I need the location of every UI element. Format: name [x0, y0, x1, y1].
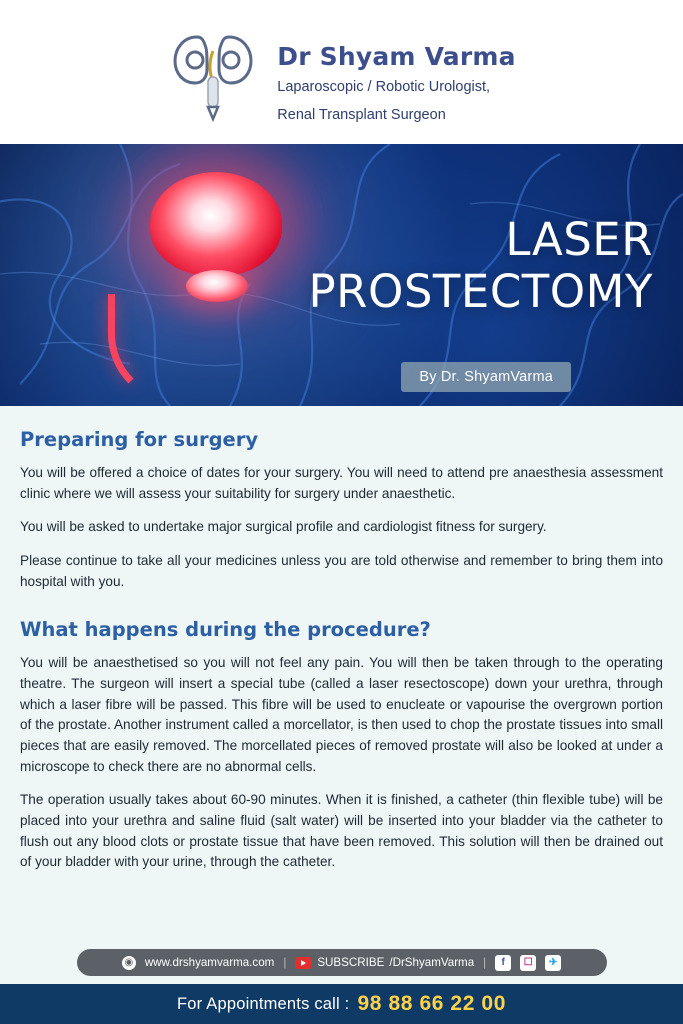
- hero-title: [309, 214, 653, 318]
- paragraph: The operation usually takes about 60-90 minutes. When it is finished, a catheter (thin flexible tube) will be placed into your urethra and saline fluid (salt water) will be inserted into your bladder via the catheter to flush out any blood clots or prostate tissue that have been removed. This solution will then be drained out of your bladder with your urine, through the catheter.: [20, 792, 663, 870]
- website-link[interactable]: www.drshyamvarma.com: [144, 956, 275, 969]
- facebook-icon[interactable]: f: [495, 955, 511, 971]
- appointment-phone-number[interactable]: 98 88 66 22 00: [357, 992, 506, 1015]
- credentials-line-2: Renal Transplant Surgeon: [277, 106, 446, 123]
- section-heading-preparing: Preparing for surgery: [20, 428, 259, 451]
- footer-divider: |: [483, 956, 487, 969]
- instagram-icon[interactable]: ☐: [520, 955, 536, 971]
- article-content: [0, 406, 683, 933]
- hero-title-line-2: PROSTECTOMY: [308, 264, 653, 318]
- credentials-line-1: Laparoscopic / Robotic Urologist,: [277, 79, 491, 96]
- youtube-channel-name: /DrShyamVarma: [389, 956, 475, 969]
- brand-block: [277, 32, 515, 125]
- doctor-name: Dr Shyam Varma: [277, 42, 516, 72]
- subscribe-label: SUBSCRIBE: [317, 956, 385, 969]
- prostate-illustration: [186, 270, 248, 302]
- appointments-bar: [0, 984, 683, 1024]
- paragraph: You will be anaesthetised so you will not feel any pain. You will then be taken through to the operating theatre. The surgeon will insert a special tube (called a laser resectoscope) down your urethra, through which a laser fibre will be passed. This fibre will be used to enucleate or vapourise the overgrown portion of the prostate. Another instrument called a morcellator, is then used to chop the prostate tissues into small pieces that are easily removed. The morcellated pieces of removed prostate will also be looked at under a microscope to check there are no abnormal cells.: [20, 655, 663, 774]
- appointment-label: For Appointments call :: [177, 994, 350, 1013]
- hero-title-line-1: LASER: [505, 213, 653, 266]
- kidneys-logo-icon: [167, 27, 259, 131]
- paragraph: Please continue to take all your medicines unless you are told otherwise and remember to bring them into hospital with you.: [20, 552, 663, 589]
- hero-banner: [0, 144, 683, 406]
- hero-byline: By Dr. ShyamVarma: [401, 362, 571, 392]
- footer-links-bar: [77, 949, 607, 976]
- twitter-icon[interactable]: ✈: [545, 955, 561, 971]
- youtube-icon: [295, 957, 312, 969]
- page-header: [0, 0, 683, 144]
- footer-divider: |: [283, 956, 287, 969]
- paragraph: You will be offered a choice of dates for your surgery. You will need to attend pre anaesthesia assessment clinic where we will assess your suitability for surgery under anaesthetic.: [20, 465, 663, 501]
- youtube-subscribe-link[interactable]: [295, 956, 474, 969]
- page-footer: [0, 949, 683, 1024]
- section-heading-procedure: What happens during the procedure?: [20, 618, 431, 642]
- bladder-illustration: [150, 172, 282, 276]
- globe-icon: ◉: [122, 956, 136, 970]
- paragraph: You will be asked to undertake major surgical profile and cardiologist fitness for surgery.: [20, 519, 547, 535]
